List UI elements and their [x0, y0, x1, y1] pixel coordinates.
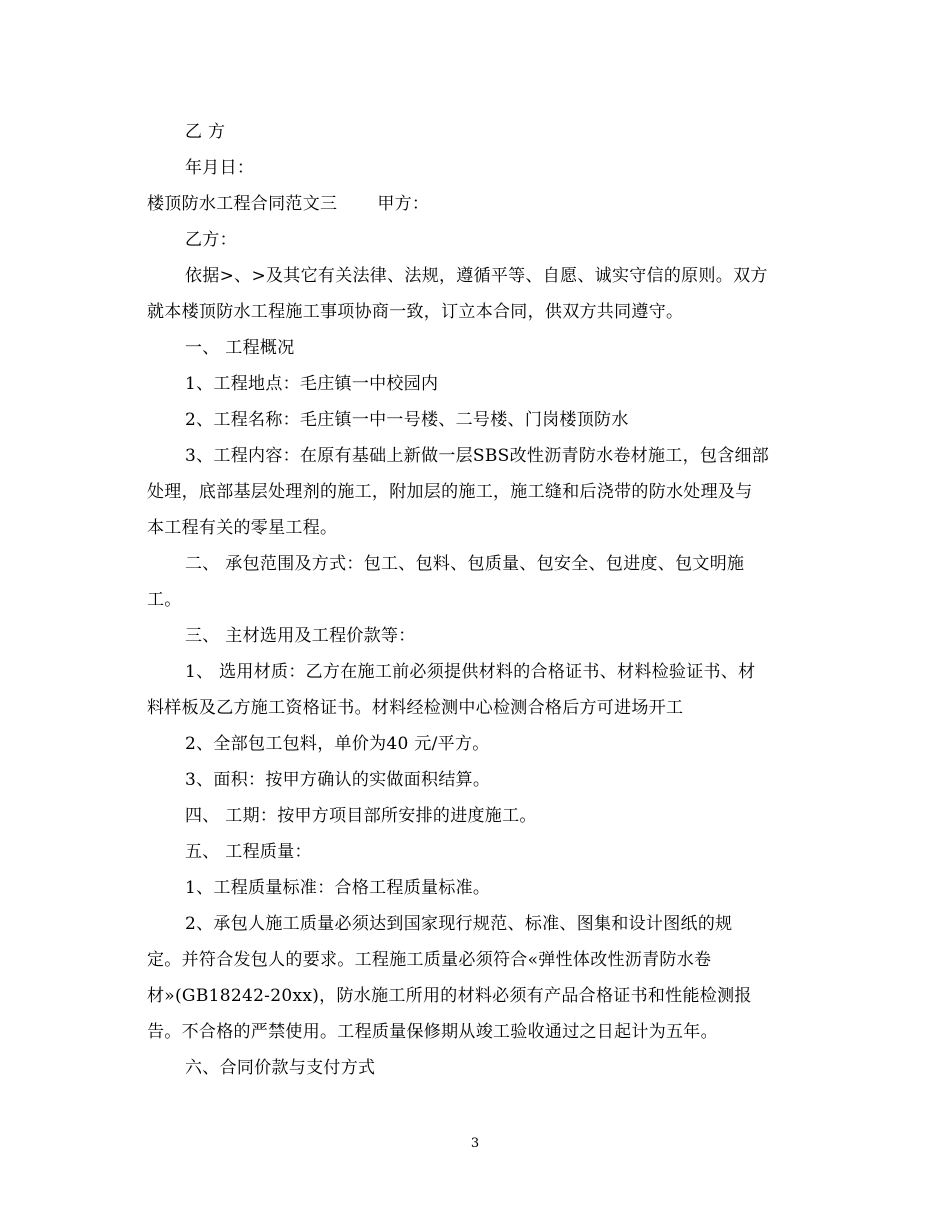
- text-line: 就本楼顶防水工程施工事项协商一致，订立本合同，供双方共同遵守。: [147, 302, 684, 322]
- text-line: 3、面积：按甲方确认的实做面积结算。: [185, 770, 491, 790]
- text-line: 年月日：: [185, 158, 255, 178]
- text-line: 乙 方: [185, 122, 226, 142]
- document-body: [147, 114, 807, 1086]
- section-title: 楼顶防水工程合同范文三: [147, 194, 338, 214]
- text-line: 依据>、>及其它有关法律、法规，遵循平等、自愿、诚实守信的原则。双方: [185, 266, 768, 286]
- text-line: 四、 工期：按甲方项目部所安排的进度施工。: [185, 806, 537, 826]
- text-line: 五、 工程质量：: [185, 842, 312, 862]
- text-line: 1、工程地点：毛庄镇一中校园内: [185, 374, 439, 394]
- text-line: 2、工程名称：毛庄镇一中一号楼、二号楼、门岗楼顶防水: [185, 410, 629, 430]
- text-line: 料样板及乙方施工资格证书。材料经检测中心检测合格后方可进场开工: [147, 698, 684, 718]
- text-line: 乙方：: [185, 230, 237, 250]
- text-line: 定。并符合发包人的要求。工程施工质量必须符合«弹性体改性沥青防水卷: [147, 950, 712, 970]
- text-line: 材»(GB18242-20xx)，防水施工所用的材料必须有产品合格证书和性能检测报: [147, 986, 752, 1006]
- party-a-label: 甲方：: [377, 194, 430, 214]
- text-line: 告。不合格的严禁使用。工程质量保修期从竣工验收通过之日起计为五年。: [147, 1022, 718, 1042]
- text-line: 2、承包人施工质量必须达到国家现行规范、标准、图集和设计图纸的规: [185, 914, 733, 934]
- text-line: 1、工程质量标准：合格工程质量标准。: [185, 878, 491, 898]
- text-line: 二、 承包范围及方式：包工、包料、包质量、包安全、包进度、包文明施: [185, 554, 745, 574]
- text-line: 处理，底部基层处理剂的施工，附加层的施工，施工缝和后浇带的防水处理及与: [147, 482, 753, 502]
- text-line: 1、 选用材质：乙方在施工前必须提供材料的合格证书、材料检验证书、材: [185, 662, 756, 682]
- text-line: 工。: [147, 590, 182, 610]
- section-title-line: [147, 186, 807, 222]
- text-line: 一、 工程概况: [185, 338, 295, 358]
- text-line: 3、工程内容：在原有基础上新做一层SBS改性沥青防水卷材施工，包含细部: [185, 446, 770, 466]
- page-number: 3: [470, 1136, 480, 1151]
- text-line: 三、 主材选用及工程价款等：: [185, 626, 416, 646]
- text-line: 六、合同价款与支付方式: [185, 1058, 376, 1078]
- text-line: 2、全部包工包料，单价为40 元/平方。: [185, 734, 490, 754]
- text-line: 本工程有关的零星工程。: [147, 518, 338, 538]
